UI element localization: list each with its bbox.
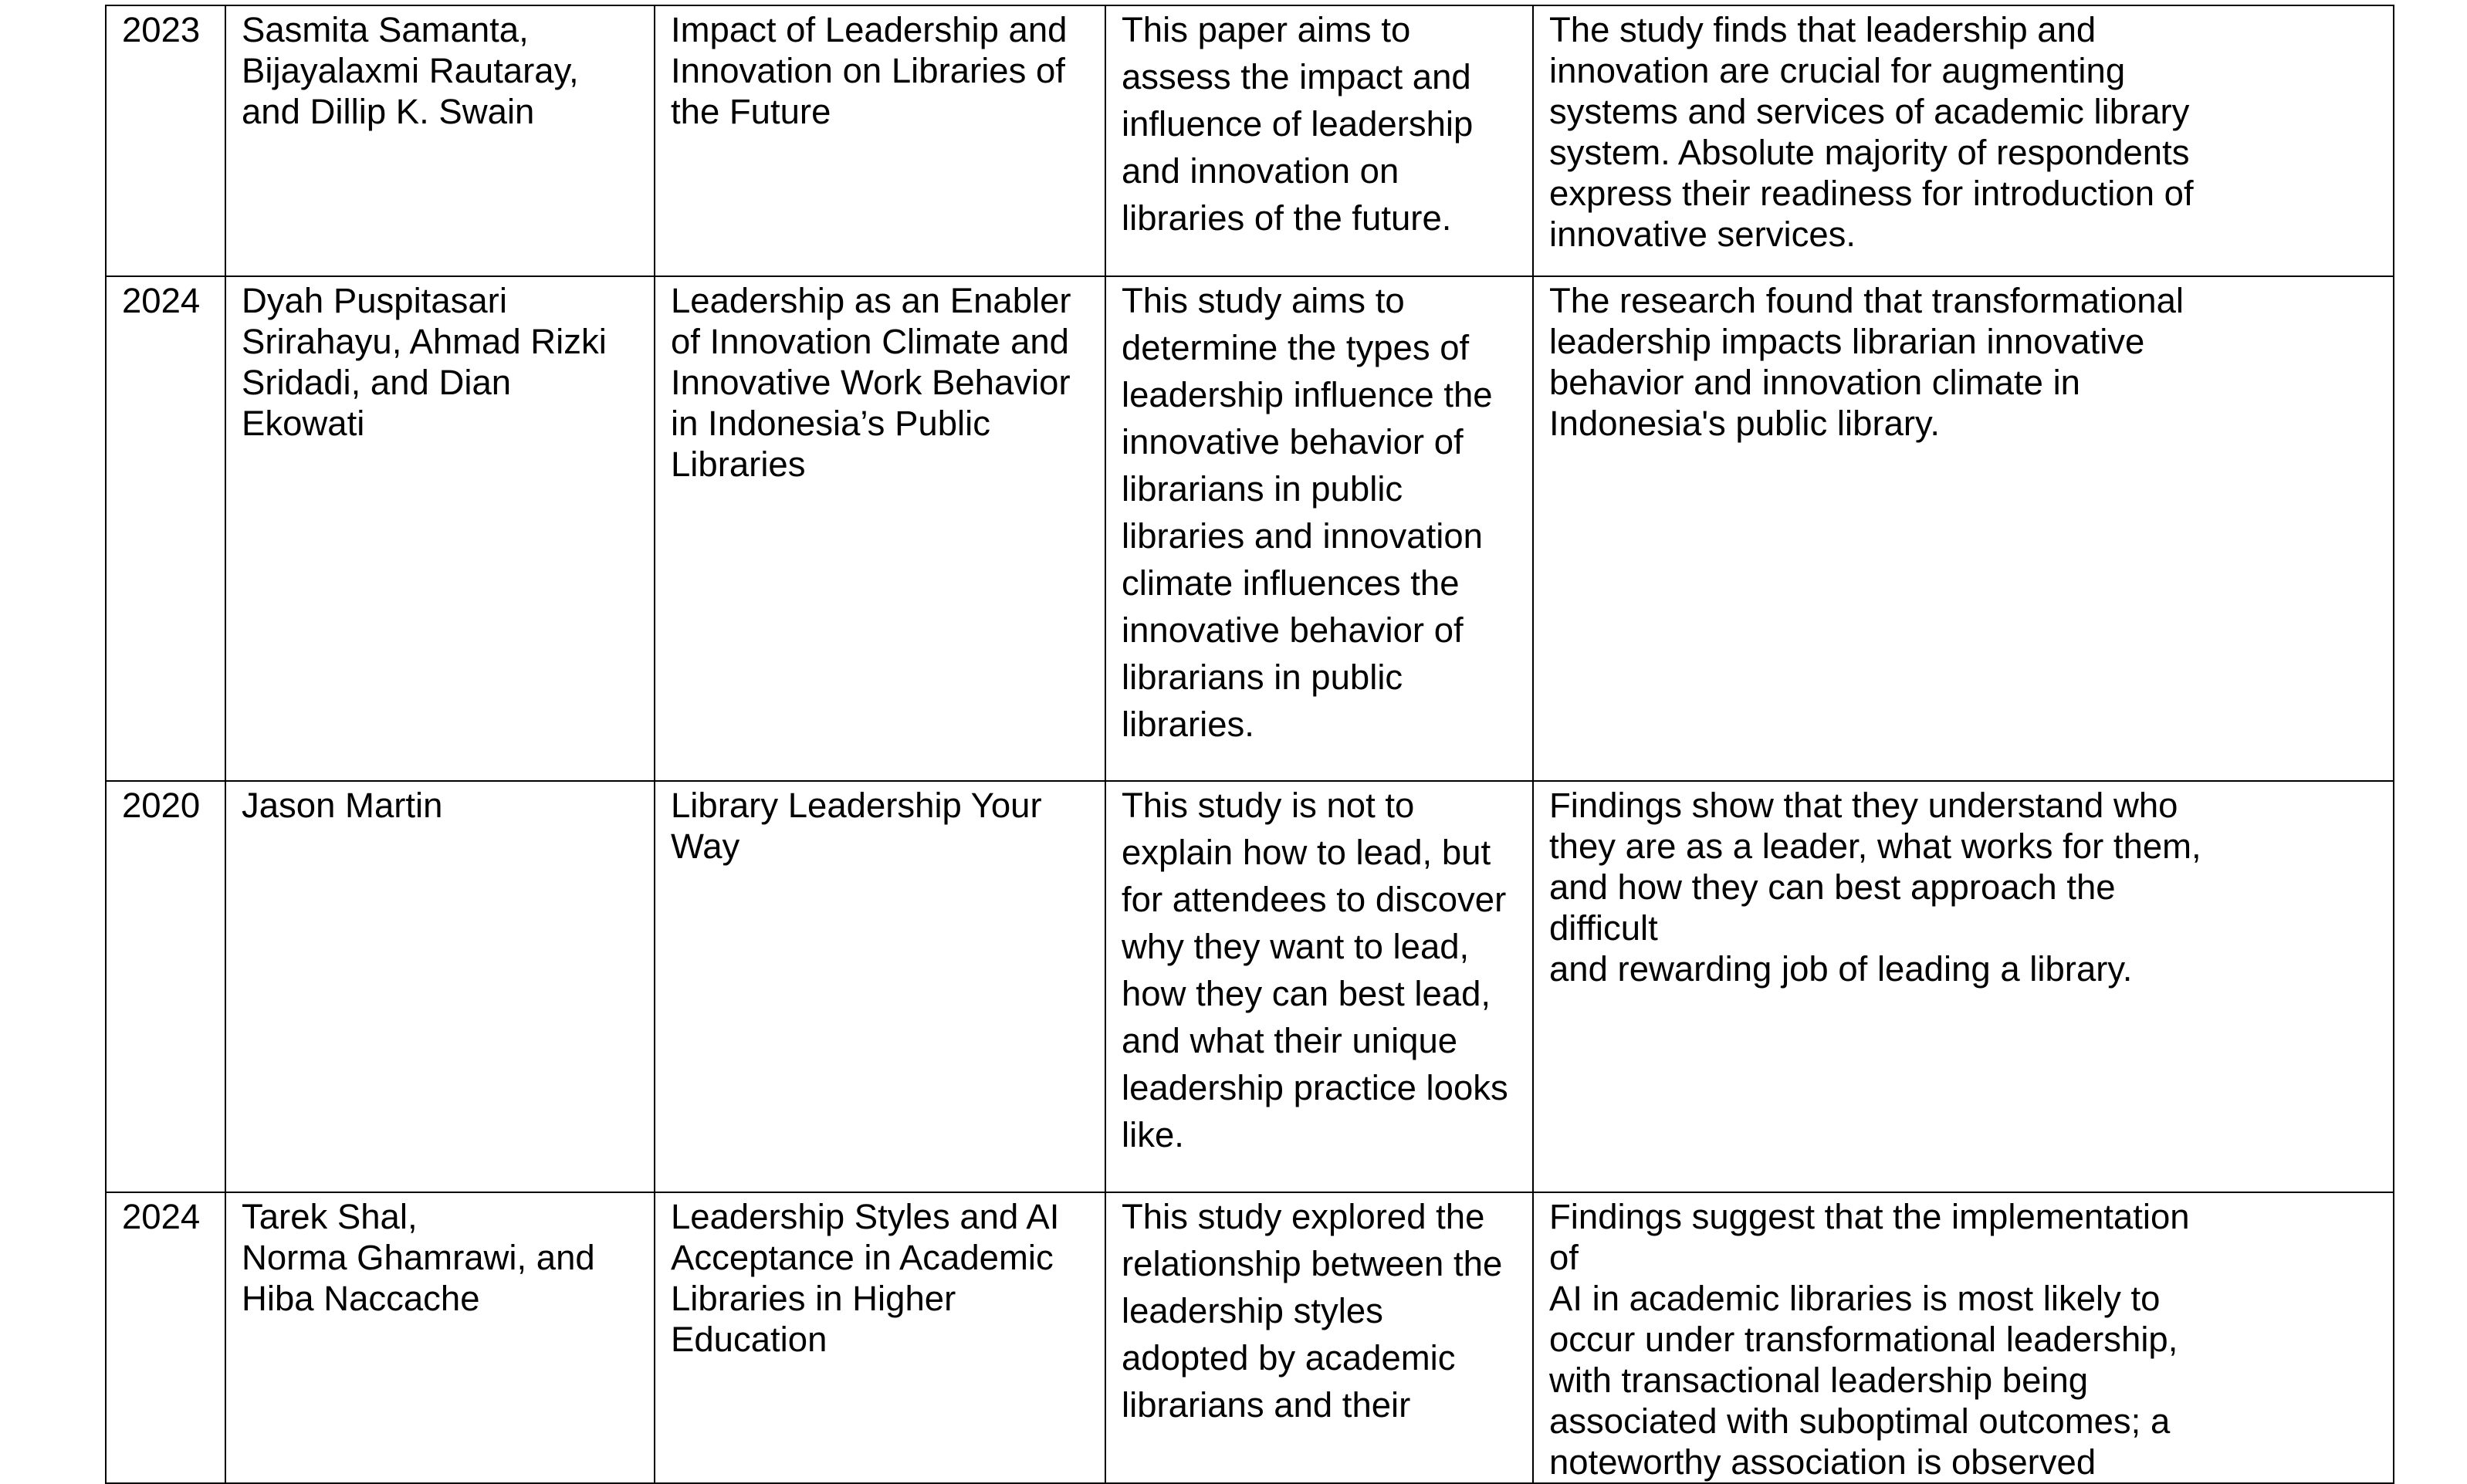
- findings-line: and rewarding job of leading a library.: [1549, 949, 2133, 989]
- findings-cell: [1533, 276, 2394, 781]
- purpose-line: libraries of the future.: [1122, 198, 1452, 238]
- findings-line: Findings show that they understand who: [1549, 786, 2178, 825]
- table-row: [106, 5, 2394, 276]
- authors-cell: [225, 1192, 655, 1483]
- findings-line: Findings suggest that the implementation of: [1549, 1197, 2190, 1277]
- purpose-line: and innovation on: [1122, 151, 1399, 191]
- findings-line: systems and services of academic library: [1549, 92, 2190, 131]
- purpose-line: why they want to lead,: [1122, 927, 1470, 966]
- findings-line: innovation are crucial for augmenting: [1549, 51, 2126, 90]
- findings-cell: [1533, 1192, 2394, 1483]
- purpose-line: assess the impact and: [1122, 57, 1471, 96]
- purpose-line: This study explored the: [1122, 1197, 1485, 1236]
- table-row: [106, 276, 2394, 781]
- purpose-line: innovative behavior of: [1122, 610, 1464, 650]
- findings-line: leadership impacts librarian innovative: [1549, 322, 2145, 361]
- purpose-cell: [1105, 1192, 1533, 1483]
- purpose-line: innovative behavior of: [1122, 422, 1464, 461]
- year-cell: [106, 276, 225, 781]
- title-line: Libraries in Higher: [671, 1279, 956, 1318]
- findings-cell: [1533, 781, 2394, 1192]
- title-line: Acceptance in Academic: [671, 1238, 1054, 1277]
- purpose-line: libraries.: [1122, 705, 1254, 744]
- title-line: Leadership Styles and AI: [671, 1197, 1060, 1236]
- table-row: [106, 1192, 2394, 1483]
- findings-line: with transactional leadership being: [1549, 1361, 2089, 1400]
- purpose-line: This study is not to: [1122, 786, 1415, 825]
- table-row: [106, 781, 2394, 1192]
- authors-cell: [225, 276, 655, 781]
- year-cell: [106, 1192, 225, 1483]
- authors-line: Bijayalaxmi Rautaray,: [242, 51, 579, 90]
- title-line: Innovation on Libraries of: [671, 51, 1065, 90]
- purpose-line: climate influences the: [1122, 563, 1460, 603]
- authors-line: Srirahayu, Ahmad Rizki: [242, 322, 607, 361]
- authors-line: Norma Ghamrawi, and: [242, 1238, 595, 1277]
- authors-line: Tarek Shal,: [242, 1197, 418, 1236]
- findings-line: AI in academic libraries is most likely to: [1549, 1279, 2161, 1318]
- authors-line: and Dillip K. Swain: [242, 92, 535, 131]
- findings-line: The study finds that leadership and: [1549, 10, 2096, 49]
- purpose-line: This study aims to: [1122, 281, 1405, 320]
- authors-line: Sasmita Samanta,: [242, 10, 529, 49]
- purpose-cell: [1105, 276, 1533, 781]
- findings-line: occur under transformational leadership,: [1549, 1320, 2178, 1359]
- title-cell: [655, 1192, 1105, 1483]
- title-cell: [655, 781, 1105, 1192]
- authors-line: Ekowati: [242, 404, 365, 443]
- purpose-line: This paper aims to: [1122, 10, 1411, 49]
- title-line: Impact of Leadership and: [671, 10, 1068, 49]
- purpose-line: adopted by academic: [1122, 1338, 1456, 1378]
- title-line: Way: [671, 827, 740, 866]
- authors-line: Sridadi, and Dian: [242, 363, 512, 402]
- year-cell: [106, 781, 225, 1192]
- findings-line: innovative services.: [1549, 215, 1856, 254]
- findings-line: they are as a leader, what works for them,: [1549, 827, 2201, 866]
- year-text: 2024: [122, 281, 201, 320]
- authors-line: Dyah Puspitasari: [242, 281, 507, 320]
- title-line: Library Leadership Your: [671, 786, 1042, 825]
- findings-line: and how they can best approach the difficult: [1549, 867, 2116, 948]
- findings-line: system. Absolute majority of respondents: [1549, 133, 2190, 172]
- purpose-line: influence of leadership: [1122, 104, 1474, 144]
- purpose-line: libraries and innovation: [1122, 516, 1483, 556]
- title-cell: [655, 276, 1105, 781]
- findings-line: The research found that transformational: [1549, 281, 2184, 320]
- year-text: 2023: [122, 10, 201, 49]
- authors-cell: [225, 5, 655, 276]
- title-cell: [655, 5, 1105, 276]
- title-line: in Indonesia’s Public: [671, 404, 990, 443]
- purpose-cell: [1105, 781, 1533, 1192]
- authors-cell: [225, 781, 655, 1192]
- title-line: Education: [671, 1320, 827, 1359]
- authors-line: Jason Martin: [242, 786, 443, 825]
- literature-review-table: [105, 5, 2394, 1484]
- findings-line: express their readiness for introduction of: [1549, 174, 2194, 213]
- purpose-line: leadership influence the: [1122, 375, 1493, 414]
- findings-line: associated with suboptimal outcomes; a: [1549, 1401, 2171, 1441]
- year-text: 2024: [122, 1197, 201, 1236]
- purpose-line: determine the types of: [1122, 328, 1470, 367]
- purpose-line: leadership practice looks: [1122, 1068, 1508, 1107]
- authors-line: Hiba Naccache: [242, 1279, 480, 1318]
- purpose-line: librarians and their: [1122, 1385, 1411, 1425]
- table-body: [106, 5, 2394, 1483]
- findings-line: noteworthy association is observed: [1549, 1442, 2096, 1482]
- purpose-line: librarians in public: [1122, 469, 1403, 509]
- findings-line: Indonesia's public library.: [1549, 404, 1941, 443]
- purpose-cell: [1105, 5, 1533, 276]
- purpose-line: leadership styles: [1122, 1291, 1383, 1330]
- year-text: 2020: [122, 786, 201, 825]
- purpose-line: librarians in public: [1122, 657, 1403, 697]
- purpose-line: how they can best lead,: [1122, 974, 1491, 1013]
- purpose-line: and what their unique: [1122, 1021, 1458, 1060]
- purpose-line: like.: [1122, 1115, 1184, 1154]
- purpose-line: for attendees to discover: [1122, 880, 1507, 919]
- findings-line: behavior and innovation climate in: [1549, 363, 2080, 402]
- title-line: Innovative Work Behavior: [671, 363, 1071, 402]
- purpose-line: explain how to lead, but: [1122, 833, 1491, 872]
- title-line: of Innovation Climate and: [671, 322, 1069, 361]
- title-line: Libraries: [671, 445, 806, 484]
- findings-cell: [1533, 5, 2394, 276]
- title-line: Leadership as an Enabler: [671, 281, 1071, 320]
- year-cell: [106, 5, 225, 276]
- purpose-line: relationship between the: [1122, 1244, 1503, 1283]
- title-line: the Future: [671, 92, 831, 131]
